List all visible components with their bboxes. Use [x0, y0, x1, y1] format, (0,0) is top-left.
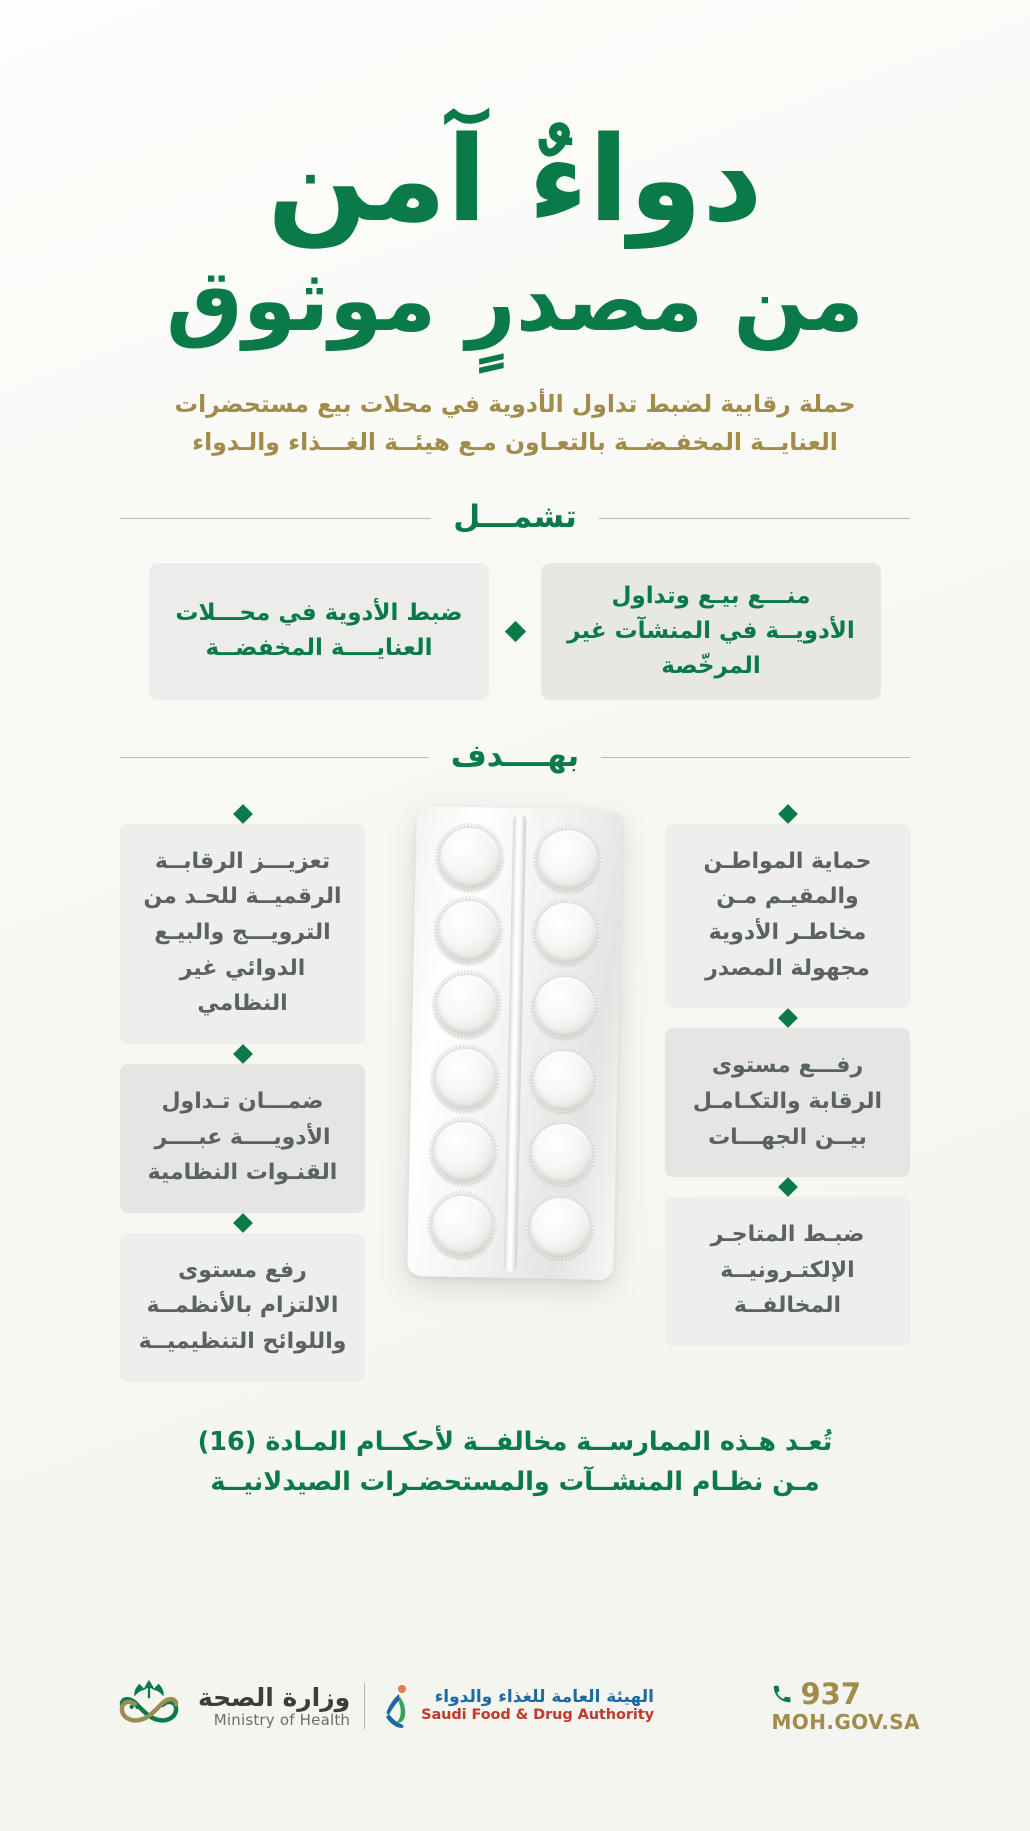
- goal-item-right-3: [120, 1213, 365, 1382]
- blister-pack-icon: [407, 806, 623, 1280]
- diamond-icon: [778, 1008, 798, 1028]
- goal-text-left-2: رفـــع مستوى الرقابة والتكـامـل بيــن الجهـــات: [665, 1028, 910, 1177]
- moh-name-ar: وزارة الصحة: [198, 1682, 351, 1712]
- goal-item-right-1: [120, 804, 365, 1044]
- pill-icon: [536, 828, 599, 891]
- sfda-logo: [379, 1682, 654, 1730]
- moh-text-block: [198, 1684, 350, 1729]
- goals-column-right: [120, 804, 365, 1382]
- logo-divider: [364, 1683, 365, 1729]
- section-header-goals-label: بهــــدف: [450, 737, 580, 774]
- diamond-icon: [233, 1213, 253, 1233]
- diamond-icon: [778, 804, 798, 824]
- goal-item-right-2: [120, 1044, 365, 1213]
- pill-icon: [533, 975, 596, 1038]
- legal-note-line-1: تُعـد هـذه الممارســة مخالفــة لأحكــام المـادة (16): [197, 1426, 833, 1457]
- rule-right-icon: [599, 518, 910, 519]
- goal-text-left-1: حماية المواطـن والمقيـم مـن مخاطـر الأدوية مجهولة المصدر: [665, 824, 910, 1009]
- sfda-emblem-icon: [379, 1682, 413, 1730]
- pill-icon: [434, 1047, 497, 1110]
- pill-icon: [435, 973, 498, 1036]
- goal-item-left-3: [665, 1177, 910, 1346]
- includes-card-2-text: منـــع بيـع وتداول الأدويــة في المنشآت غير المرخّصة: [567, 582, 855, 679]
- phone-icon: [771, 1683, 793, 1705]
- includes-cards: [120, 563, 910, 700]
- contact-phone-number: 937: [800, 1676, 862, 1711]
- goals-column-left: [665, 804, 910, 1346]
- goal-text-right-1: تعزيـــز الرقابــة الرقميــة للحـد من الترويـــج والبيـع الدوائي غير النظامي: [120, 824, 365, 1044]
- goal-text-left-3: ضبـط المتاجـر الإلكتـرونيــة المخالفــة: [665, 1197, 910, 1346]
- legal-note-line-2: مـن نظـام المنشــآت والمستحضـرات الصيدلانيــة: [210, 1467, 820, 1498]
- pill-icon: [438, 826, 501, 889]
- ministry-of-health-logo: [110, 1677, 350, 1735]
- section-header-includes-label: تشمـــل: [453, 498, 577, 535]
- pill-grid: [415, 822, 614, 1264]
- goal-text-right-2: ضمـــان تـداول الأدويــــة عبــــر القنـوات النظامية: [120, 1064, 365, 1213]
- goal-bullet: [120, 1044, 365, 1064]
- includes-card-1: [149, 563, 489, 700]
- contact-website[interactable]: MOH.GOV.SA: [771, 1710, 920, 1735]
- section-header-goals: [120, 738, 910, 778]
- rule-left-goals-icon: [120, 757, 429, 758]
- pill-icon: [528, 1196, 591, 1259]
- moh-emblem-icon: [110, 1677, 188, 1735]
- diamond-icon: [233, 1044, 253, 1064]
- sfda-name-ar: الهيئة العامة للغذاء والدواء: [434, 1686, 654, 1707]
- goal-bullet: [665, 1177, 910, 1197]
- pill-icon: [431, 1194, 494, 1257]
- rule-right-goals-icon: [601, 757, 910, 758]
- campaign-description: [100, 385, 930, 461]
- diamond-icon: [233, 804, 253, 824]
- goal-text-right-3: رفع مستوى الالتزام بالأنظمــة واللوائح التنظيميــة: [120, 1233, 365, 1382]
- pill-blister-image: [390, 798, 640, 1298]
- contact-block: [771, 1678, 920, 1735]
- pill-icon: [530, 1123, 593, 1186]
- section-header-includes: [120, 499, 910, 539]
- goal-bullet: [665, 1008, 910, 1028]
- rule-left-icon: [120, 518, 431, 519]
- pill-icon: [535, 902, 598, 965]
- goal-bullet: [120, 804, 365, 824]
- footer: [0, 1677, 1030, 1735]
- pill-icon: [532, 1049, 595, 1112]
- sfda-text-block: [421, 1688, 654, 1724]
- contact-phone[interactable]: [771, 1678, 920, 1712]
- title-block: [0, 0, 1030, 351]
- legal-note: [95, 1422, 935, 1504]
- goal-bullet: [120, 1213, 365, 1233]
- page-title: دواءٌ آمن: [267, 110, 763, 248]
- footer-logos: [110, 1677, 654, 1735]
- diamond-icon: [778, 1177, 798, 1197]
- page-subtitle-headline: من مصدرٍ موثوق: [166, 250, 864, 351]
- includes-card-2: [541, 563, 881, 700]
- moh-name-en: Ministry of Health: [213, 1710, 351, 1729]
- campaign-description-line-1: حملة رقابية لضبط تداول الأدوية في محلات بيع مستحضرات: [174, 389, 856, 418]
- goal-item-left-2: [665, 1008, 910, 1177]
- goal-item-left-1: [665, 804, 910, 1009]
- pill-icon: [437, 900, 500, 963]
- campaign-description-line-2: العنايــة المخفـضــة بالتعـاون مـع هيئــة الغـــذاء والـدواء: [192, 427, 838, 456]
- sfda-name-en: Saudi Food & Drug Authority: [421, 1707, 654, 1724]
- diamond-separator: [489, 563, 541, 700]
- includes-card-1-text: ضبط الأدوية في محـــلات العنايــــة المخفضــة: [175, 600, 463, 662]
- diamond-icon: [504, 621, 525, 642]
- goal-bullet: [665, 804, 910, 824]
- goals-area: [120, 804, 910, 1382]
- pill-icon: [432, 1121, 495, 1184]
